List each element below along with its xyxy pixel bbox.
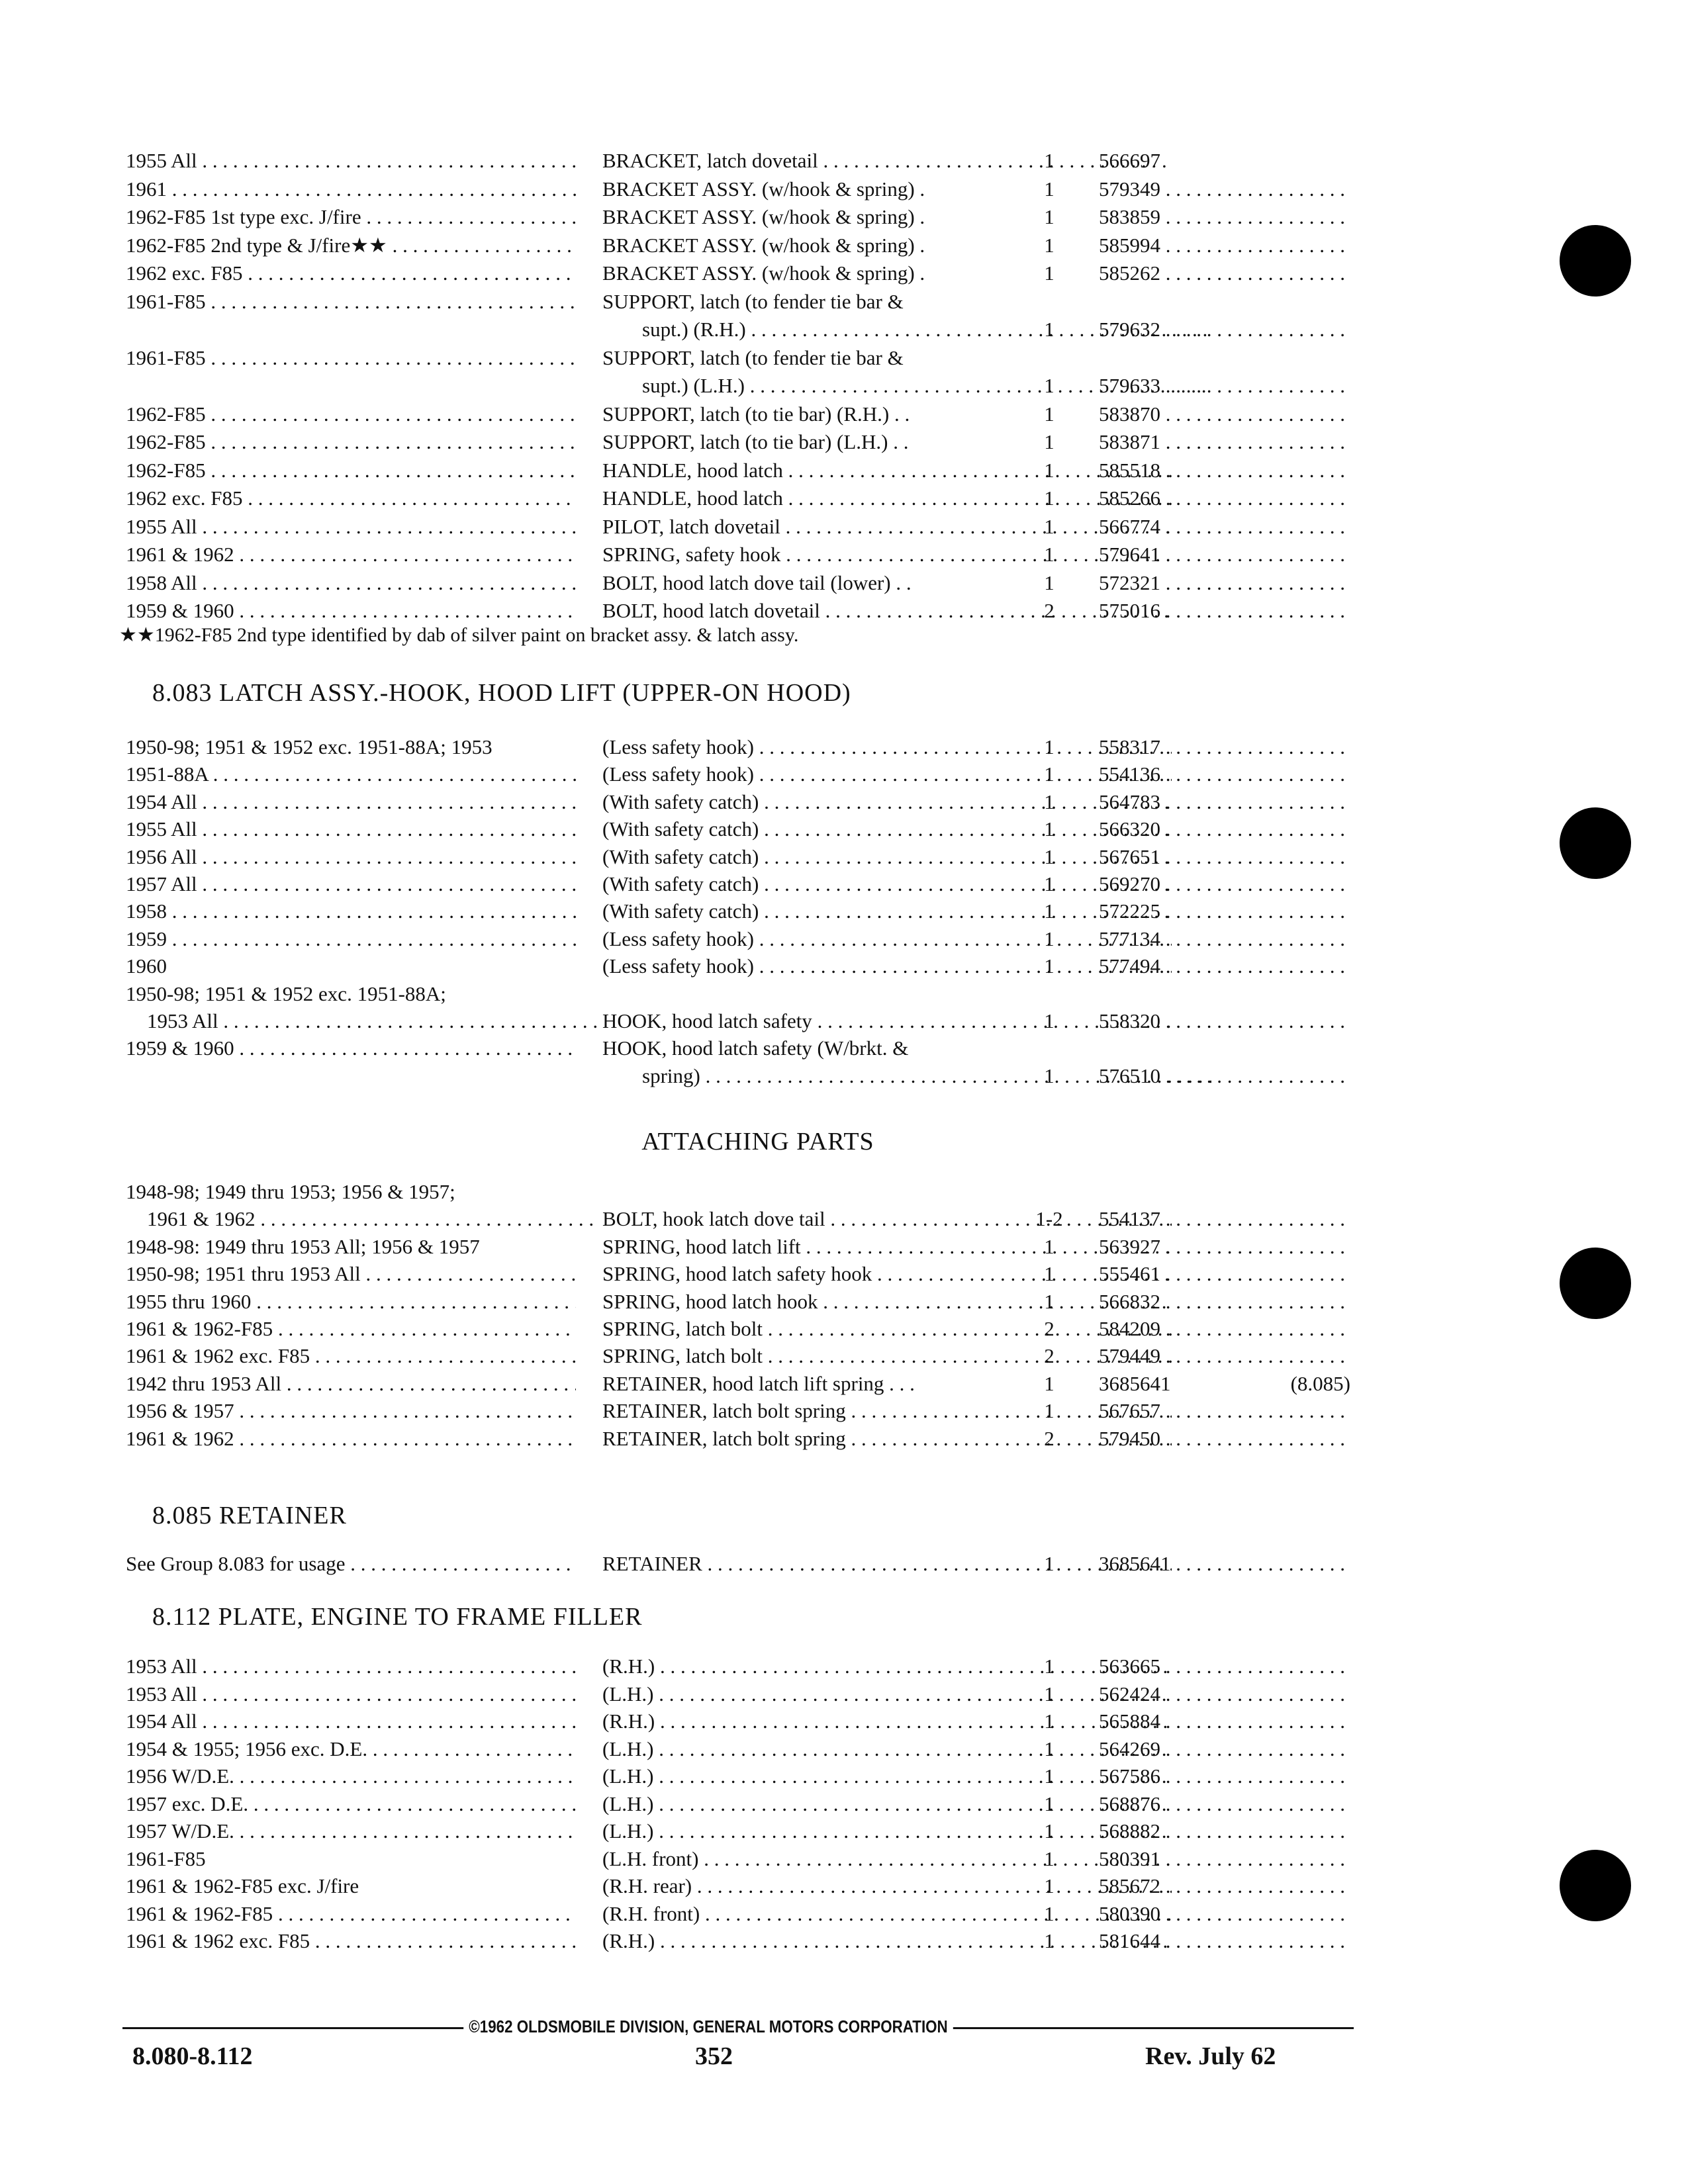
- table-row: [126, 1342, 1350, 1370]
- table-row: [126, 288, 1350, 316]
- table-row: [126, 1707, 1350, 1735]
- description-cell: (Less safety hook) . . .: [602, 733, 1172, 761]
- description-cell: SPRING, latch bolt . . .: [602, 1342, 1172, 1370]
- description-cell: BOLT, hook latch dove tail . . .: [602, 1205, 1172, 1233]
- table-row: [126, 733, 1350, 761]
- usage-cell: 1957 All . . .: [126, 870, 576, 898]
- quantity-cell: 1: [1044, 402, 1055, 426]
- description-cell: (L.H.) . . .: [602, 1817, 1172, 1845]
- usage-cell: 1961 & 1962-F85 . . .: [126, 1900, 576, 1928]
- part-number-cell: 554137 . . .: [1099, 1205, 1350, 1233]
- usage-cell: 1961 & 1962 . . .: [126, 1425, 576, 1453]
- table-row: [126, 1550, 1350, 1578]
- usage-cell: 1954 & 1955; 1956 exc. D.E. . . .: [126, 1735, 576, 1763]
- usage-cell: 1948-98: 1949 thru 1953 All; 1956 & 1957: [126, 1234, 480, 1258]
- description-cell: BRACKET ASSY. (w/hook & spring) .: [602, 261, 925, 285]
- table-row: [126, 428, 1350, 456]
- description-cell: SPRING, latch bolt . . .: [602, 1315, 1172, 1343]
- description-cell: RETAINER, latch bolt spring . . .: [602, 1397, 1172, 1425]
- part-number-cell: 585518 . . .: [1099, 457, 1350, 484]
- quantity-cell: 1: [1044, 872, 1055, 895]
- description-cell: SUPPORT, latch (to tie bar) (R.H.) . .: [602, 402, 910, 426]
- part-number-cell: 572321 . . .: [1099, 569, 1350, 597]
- part-number-cell: 583870 . . .: [1099, 400, 1350, 428]
- description-cell: (R.H.) . . .: [602, 1653, 1172, 1680]
- part-number-cell: 580391 . . .: [1099, 1845, 1350, 1873]
- quantity-cell: 1: [1044, 1064, 1055, 1087]
- usage-cell: 1961 & 1962-F85 exc. J/fire: [126, 1874, 359, 1897]
- quantity-cell: 1: [1044, 486, 1055, 510]
- quantity-cell: 1: [1044, 205, 1055, 228]
- part-number-cell: 554136 . . .: [1099, 760, 1350, 788]
- usage-cell: 1957 W/D.E. . . .: [126, 1817, 576, 1845]
- usage-cell: 1962-F85 2nd type & J/fire★★ . . .: [126, 232, 576, 259]
- table-row: [126, 203, 1350, 231]
- table-row: [126, 1205, 1350, 1233]
- usage-cell: 1955 All . . .: [126, 147, 576, 175]
- description-cell: BRACKET ASSY. (w/hook & spring) .: [602, 233, 925, 257]
- part-number-cell: 584209 . . .: [1099, 1315, 1350, 1343]
- description-cell: (L.H.) . . .: [602, 1735, 1172, 1763]
- description-cell: (L.H. front) . . .: [602, 1845, 1172, 1873]
- table-row: [126, 147, 1350, 175]
- usage-cell: 1953 All . . .: [126, 1007, 597, 1035]
- description-cell: (L.H.) . . .: [602, 1790, 1172, 1818]
- part-number-cell: 572225 . . .: [1099, 897, 1350, 925]
- usage-cell: 1961-F85: [126, 1846, 206, 1870]
- table-row: [126, 952, 1350, 980]
- part-number-cell: 563665 . . .: [1099, 1653, 1350, 1680]
- part-number-cell: 567651 . . .: [1099, 843, 1350, 871]
- part-number-cell: 558317 . . .: [1099, 733, 1350, 761]
- usage-cell: 1951-88A . . .: [126, 760, 576, 788]
- table-row: [126, 1900, 1350, 1928]
- quantity-cell: 1: [1044, 1371, 1055, 1395]
- part-number-cell: 3685641: [1099, 1371, 1171, 1395]
- part-number-cell: 583859 . . .: [1099, 203, 1350, 231]
- table-row: [126, 1735, 1350, 1763]
- description-cell: HANDLE, hood latch . . .: [602, 457, 1172, 484]
- part-number-cell: 585672 . . .: [1099, 1872, 1350, 1900]
- quantity-cell: 1: [1044, 514, 1055, 538]
- usage-cell: 1962 exc. F85 . . .: [126, 484, 576, 512]
- usage-cell: 1950-98; 1951 thru 1953 All . . .: [126, 1260, 576, 1288]
- page-number: 352: [695, 2042, 733, 2070]
- part-number-cell: 569270 . . .: [1099, 870, 1350, 898]
- quantity-cell: 1: [1044, 1819, 1055, 1843]
- table-row: [126, 372, 1350, 400]
- table-row: [126, 925, 1350, 953]
- part-number-cell: 577134 . . .: [1099, 925, 1350, 953]
- section-title-8083: 8.083 LATCH ASSY.-HOOK, HOOD LIFT (UPPER-ON HOOD): [152, 679, 851, 707]
- quantity-cell: 1: [1044, 1262, 1055, 1286]
- part-number-cell: 555461 . . .: [1099, 1260, 1350, 1288]
- part-number-cell: 568882 . . .: [1099, 1817, 1350, 1845]
- usage-cell: 1953 All . . .: [126, 1653, 576, 1680]
- usage-cell: See Group 8.083 for usage . . .: [126, 1550, 576, 1578]
- usage-cell: 1956 All . . .: [126, 843, 576, 871]
- usage-cell: 1942 thru 1953 All . . .: [126, 1370, 576, 1398]
- part-number-cell: 585262 . . .: [1099, 259, 1350, 287]
- usage-cell: 1961 & 1962 exc. F85 . . .: [126, 1342, 576, 1370]
- table-row: [126, 1817, 1350, 1845]
- binder-hole: [1560, 225, 1631, 296]
- quantity-cell: 1: [1044, 1399, 1055, 1423]
- description-cell: (With safety catch) . . .: [602, 897, 1172, 925]
- table-row: [126, 788, 1350, 816]
- part-number-cell: 579632 . . .: [1099, 316, 1350, 343]
- quantity-cell: 1: [1044, 1874, 1055, 1897]
- copyright-notice: ©1962 OLDSMOBILE DIVISION, GENERAL MOTORS CORPORATION: [463, 2012, 953, 2041]
- table-row: [126, 1034, 1350, 1062]
- usage-cell: 1954 All . . .: [126, 788, 576, 816]
- quantity-cell: 1: [1044, 927, 1055, 950]
- section-title-8112: 8.112 PLATE, ENGINE TO FRAME FILLER: [152, 1603, 643, 1631]
- quantity-cell: 1: [1044, 762, 1055, 786]
- usage-cell: 1961 & 1962 . . .: [126, 1205, 597, 1233]
- part-number-cell: 579633 . . .: [1099, 372, 1350, 400]
- description-cell: PILOT, latch dovetail . . .: [602, 513, 1172, 541]
- description-cell: RETAINER, latch bolt spring . . .: [602, 1425, 1172, 1453]
- usage-cell: 1957 exc. D.E. . . .: [126, 1790, 576, 1818]
- part-number-cell: 581644 . . .: [1099, 1927, 1350, 1955]
- description-cell: (R.H. front) . . .: [602, 1900, 1172, 1928]
- cross-reference: (8.085): [1290, 1371, 1350, 1395]
- usage-cell: 1955 All . . .: [126, 513, 576, 541]
- quantity-cell: 1: [1044, 1234, 1055, 1258]
- quantity-cell: 1: [1044, 261, 1055, 285]
- table-row: [126, 259, 1350, 287]
- usage-cell: 1962 exc. F85 . . .: [126, 259, 576, 287]
- table-row: [126, 843, 1350, 871]
- description-cell: (Less safety hook) . . .: [602, 925, 1172, 953]
- description-cell: SUPPORT, latch (to fender tie bar &: [602, 289, 904, 313]
- quantity-cell: 1: [1044, 177, 1055, 201]
- description-cell: SPRING, hood latch hook . . .: [602, 1288, 1172, 1316]
- part-number-cell: 585994 . . .: [1099, 232, 1350, 259]
- usage-cell: 1950-98; 1951 & 1952 exc. 1951-88A; 1953: [126, 735, 492, 758]
- table-row: [126, 1288, 1350, 1316]
- quantity-cell: 1: [1044, 1289, 1055, 1313]
- quantity-cell: 1: [1044, 1901, 1055, 1925]
- table-row: [126, 1370, 1350, 1398]
- table-row: [126, 1653, 1350, 1680]
- description-cell: HOOK, hood latch safety (W/brkt. &: [602, 1036, 909, 1060]
- binder-hole: [1560, 1248, 1631, 1319]
- description-cell: BOLT, hood latch dove tail (lower) . .: [602, 570, 912, 594]
- section-title-8085: 8.085 RETAINER: [152, 1502, 347, 1529]
- part-number-cell: 568876 . . .: [1099, 1790, 1350, 1818]
- usage-cell: 1950-98; 1951 & 1952 exc. 1951-88A;: [126, 981, 446, 1005]
- table-row: [126, 1397, 1350, 1425]
- description-cell: (With safety catch) . . .: [602, 870, 1172, 898]
- table-row: [126, 344, 1350, 372]
- table-row: [126, 1062, 1350, 1090]
- part-number-cell: 566774 . . .: [1099, 513, 1350, 541]
- description-cell: SPRING, hood latch lift . . .: [602, 1233, 1172, 1261]
- binder-hole: [1560, 1850, 1631, 1921]
- part-number-cell: 565884 . . .: [1099, 1707, 1350, 1735]
- description-cell: BRACKET ASSY. (w/hook & spring) .: [602, 205, 925, 228]
- quantity-cell: 2: [1044, 1344, 1055, 1368]
- table-row: [126, 541, 1350, 569]
- part-number-cell: 564269 . . .: [1099, 1735, 1350, 1763]
- usage-cell: 1962-F85 . . .: [126, 457, 576, 484]
- usage-cell: 1961 & 1962 exc. F85 . . .: [126, 1927, 576, 1955]
- description-cell: (R.H. rear) . . .: [602, 1872, 1172, 1900]
- quantity-cell: 1: [1044, 790, 1055, 813]
- group-range: 8.080-8.112: [132, 2042, 253, 2070]
- table-row: [126, 1315, 1350, 1343]
- description-cell: RETAINER, hood latch lift spring . . .: [602, 1371, 915, 1395]
- usage-cell: 1953 All . . .: [126, 1680, 576, 1708]
- table-row: [126, 1425, 1350, 1453]
- part-number-cell: 579641 . . .: [1099, 541, 1350, 569]
- quantity-cell: 1: [1044, 1929, 1055, 1952]
- table-row: [126, 513, 1350, 541]
- table-row: [126, 457, 1350, 484]
- part-number-cell: 575016 . . .: [1099, 597, 1350, 625]
- part-number-cell: 576510 . . .: [1099, 1062, 1350, 1090]
- part-number-cell: 558320 . . .: [1099, 1007, 1350, 1035]
- footnote: ★★1962-F85 2nd type identified by dab of silver paint on bracket assy. & latch assy.: [119, 624, 799, 646]
- part-number-cell: 563927 . . .: [1099, 1233, 1350, 1261]
- quantity-cell: 1: [1044, 458, 1055, 482]
- quantity-cell: 1: [1044, 543, 1055, 566]
- quantity-cell: 1: [1044, 430, 1055, 453]
- description-cell: SUPPORT, latch (to tie bar) (L.H.) . .: [602, 430, 909, 453]
- description-cell: (Less safety hook) . . .: [602, 952, 1172, 980]
- quantity-cell: 2: [1044, 1426, 1055, 1450]
- usage-cell: 1961 & 1962-F85 . . .: [126, 1315, 576, 1343]
- quantity-cell: 1: [1044, 1709, 1055, 1733]
- usage-cell: 1956 & 1957 . . .: [126, 1397, 576, 1425]
- table-row: [126, 815, 1350, 843]
- table-row: [126, 1680, 1350, 1708]
- description-cell: SUPPORT, latch (to fender tie bar &: [602, 345, 904, 369]
- usage-cell: 1962-F85 . . .: [126, 428, 576, 456]
- description-cell: (With safety catch) . . .: [602, 815, 1172, 843]
- usage-cell: 1955 thru 1960 . . .: [126, 1288, 576, 1316]
- part-number-cell: 566697: [1099, 149, 1160, 172]
- quantity-cell: 1: [1044, 1682, 1055, 1706]
- part-number-cell: 566832 . . .: [1099, 1288, 1350, 1316]
- quantity-cell: 1: [1044, 844, 1055, 868]
- part-number-cell: 566320 . . .: [1099, 815, 1350, 843]
- description-cell: supt.) (L.H.) . . .: [602, 372, 1211, 400]
- quantity-cell: 1: [1044, 233, 1055, 257]
- quantity-cell: 1: [1044, 817, 1055, 841]
- usage-cell: 1958 . . .: [126, 897, 576, 925]
- quantity-cell: 1: [1044, 374, 1055, 397]
- description-cell: (R.H.) . . .: [602, 1927, 1172, 1955]
- quantity-cell: 1: [1044, 1552, 1055, 1575]
- part-number-cell: 580390 . . .: [1099, 1900, 1350, 1928]
- usage-cell: 1955 All . . .: [126, 815, 576, 843]
- usage-cell: 1961 . . .: [126, 175, 576, 203]
- usage-cell: 1961-F85 . . .: [126, 344, 576, 372]
- revision-date: Rev. July 62: [1145, 2042, 1276, 2070]
- part-number-cell: 564783 . . .: [1099, 788, 1350, 816]
- table-row: [126, 1927, 1350, 1955]
- usage-cell: 1960: [126, 954, 167, 978]
- quantity-cell: 1-2: [1035, 1207, 1063, 1231]
- description-cell: HANDLE, hood latch . . .: [602, 484, 1172, 512]
- attaching-parts-title: ATTACHING PARTS: [641, 1128, 874, 1156]
- description-cell: (L.H.) . . .: [602, 1680, 1172, 1708]
- part-number-cell: 562424 . . .: [1099, 1680, 1350, 1708]
- part-number-cell: 579450 . . .: [1099, 1425, 1350, 1453]
- usage-cell: 1954 All . . .: [126, 1707, 576, 1735]
- part-number-cell: 3685641 . . .: [1099, 1550, 1350, 1578]
- description-cell: (Less safety hook) . . .: [602, 760, 1172, 788]
- quantity-cell: 1: [1044, 735, 1055, 758]
- quantity-cell: 1: [1044, 1655, 1055, 1678]
- description-cell: BRACKET, latch dovetail . . .: [602, 147, 1172, 175]
- description-cell: HOOK, hood latch safety . . .: [602, 1007, 1172, 1035]
- binder-hole: [1560, 807, 1631, 879]
- description-cell: (L.H.) . . .: [602, 1762, 1172, 1790]
- usage-cell: 1959 & 1960 . . .: [126, 1034, 576, 1062]
- table-row: [126, 1260, 1350, 1288]
- quantity-cell: 1: [1044, 318, 1055, 341]
- part-number-cell: 579449 . . .: [1099, 1342, 1350, 1370]
- description-cell: spring) . . .: [602, 1062, 1211, 1090]
- table-row: [126, 569, 1350, 597]
- table-row: [126, 1178, 1350, 1206]
- table-row: [126, 1762, 1350, 1790]
- table-row: [126, 1845, 1350, 1873]
- usage-cell: 1961-F85 . . .: [126, 288, 576, 316]
- part-number-cell: 577494 . . .: [1099, 952, 1350, 980]
- usage-cell: 1958 All . . .: [126, 569, 576, 597]
- table-row: [126, 1872, 1350, 1900]
- usage-cell: 1959 . . .: [126, 925, 576, 953]
- quantity-cell: 1: [1044, 1737, 1055, 1760]
- table-row: [126, 1007, 1350, 1035]
- quantity-cell: 2: [1044, 599, 1055, 622]
- description-cell: (With safety catch) . . .: [602, 843, 1172, 871]
- usage-cell: 1959 & 1960 . . .: [126, 597, 576, 625]
- part-number-cell: 583871 . . .: [1099, 428, 1350, 456]
- quantity-cell: 1: [1044, 1764, 1055, 1788]
- description-cell: SPRING, hood latch safety hook . . .: [602, 1260, 1172, 1288]
- quantity-cell: 2: [1044, 1317, 1055, 1340]
- description-cell: (With safety catch) . . .: [602, 788, 1172, 816]
- table-row: [126, 897, 1350, 925]
- quantity-cell: 1: [1044, 149, 1055, 172]
- description-cell: SPRING, safety hook . . .: [602, 541, 1172, 569]
- table-row: [126, 870, 1350, 898]
- part-number-cell: 579349 . . .: [1099, 175, 1350, 203]
- quantity-cell: 1: [1044, 1846, 1055, 1870]
- table-row: [126, 232, 1350, 259]
- part-number-cell: 567657 . . .: [1099, 1397, 1350, 1425]
- table-row: [126, 760, 1350, 788]
- usage-cell: 1956 W/D.E. . . .: [126, 1762, 576, 1790]
- quantity-cell: 1: [1044, 954, 1055, 978]
- table-row: [126, 1790, 1350, 1818]
- description-cell: supt.) (R.H.) . . .: [602, 316, 1211, 343]
- table-row: [126, 1233, 1350, 1261]
- table-row: [126, 484, 1350, 512]
- usage-cell: 1948-98; 1949 thru 1953; 1956 & 1957;: [126, 1180, 455, 1203]
- part-number-cell: 567586 . . .: [1099, 1762, 1350, 1790]
- table-row: [126, 175, 1350, 203]
- quantity-cell: 1: [1044, 1792, 1055, 1815]
- table-row: [126, 400, 1350, 428]
- description-cell: RETAINER . . .: [602, 1550, 1172, 1578]
- description-cell: BOLT, hood latch dovetail . . .: [602, 597, 1172, 625]
- quantity-cell: 1: [1044, 899, 1055, 923]
- description-cell: BRACKET ASSY. (w/hook & spring) .: [602, 177, 925, 201]
- table-row: [126, 316, 1350, 343]
- usage-cell: 1962-F85 . . .: [126, 400, 576, 428]
- table-row: [126, 980, 1350, 1008]
- table-row: [126, 597, 1350, 625]
- quantity-cell: 1: [1044, 570, 1055, 594]
- quantity-cell: 1: [1044, 1009, 1055, 1032]
- description-cell: (R.H.) . . .: [602, 1707, 1172, 1735]
- usage-cell: 1962-F85 1st type exc. J/fire . . .: [126, 203, 576, 231]
- usage-cell: 1961 & 1962 . . .: [126, 541, 576, 569]
- part-number-cell: 585266 . . .: [1099, 484, 1350, 512]
